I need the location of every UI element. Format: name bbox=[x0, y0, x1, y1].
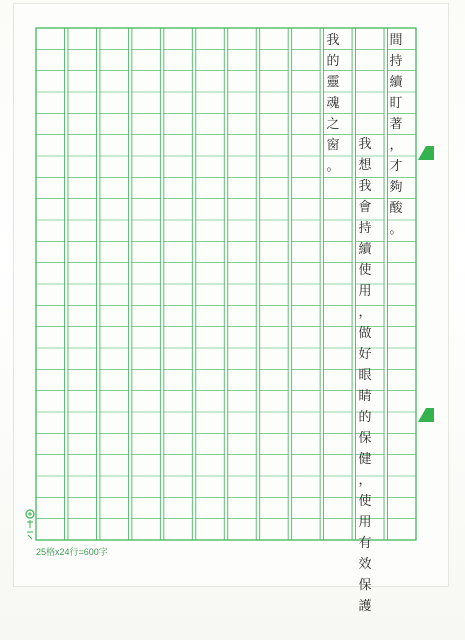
handwritten-character: 睛 bbox=[358, 389, 372, 404]
handwritten-character: 。 bbox=[326, 159, 340, 174]
page-tab-upper bbox=[418, 146, 434, 160]
handwritten-character: 之 bbox=[326, 117, 340, 132]
handwritten-character: 魂 bbox=[326, 96, 340, 111]
handwritten-character: 用 bbox=[358, 284, 372, 299]
handwritten-character: 續 bbox=[358, 242, 372, 257]
handwritten-character: 護 bbox=[358, 599, 372, 614]
handwritten-character: 有 bbox=[358, 536, 372, 551]
handwritten-character: 做 bbox=[358, 326, 372, 341]
handwritten-character: 效 bbox=[358, 557, 372, 572]
handwritten-character: 續 bbox=[389, 75, 403, 90]
handwritten-character: 夠 bbox=[389, 180, 403, 195]
text-column-3 bbox=[318, 30, 348, 177]
handwritten-character: 我 bbox=[358, 137, 372, 152]
paper-format-label: 25格x24行=600字 bbox=[36, 547, 108, 557]
handwritten-character: 窗 bbox=[326, 138, 340, 153]
publisher-logo-icon bbox=[24, 508, 36, 544]
handwritten-character: 的 bbox=[326, 54, 340, 69]
handwritten-character: 使 bbox=[358, 494, 372, 509]
handwritten-character: 靈 bbox=[326, 75, 340, 90]
handwritten-character: ， bbox=[358, 473, 372, 488]
handwritten-character: 我 bbox=[358, 179, 372, 194]
page-tab-lower bbox=[418, 408, 434, 422]
handwritten-character: 使 bbox=[358, 263, 372, 278]
handwritten-character: 用 bbox=[358, 515, 372, 530]
handwritten-character: 。 bbox=[389, 222, 403, 237]
handwritten-character: 想 bbox=[358, 158, 372, 173]
handwritten-character: 我 bbox=[326, 33, 340, 48]
handwritten-character: 持 bbox=[389, 54, 403, 69]
handwritten-character: 著 bbox=[389, 117, 403, 132]
handwritten-character: 才 bbox=[389, 159, 403, 174]
handwritten-character: ， bbox=[389, 138, 403, 153]
handwritten-character: 酸 bbox=[389, 201, 403, 216]
handwritten-character: 健 bbox=[358, 452, 372, 467]
handwritten-character: 會 bbox=[358, 200, 372, 215]
text-column-2 bbox=[350, 134, 380, 617]
handwritten-character: 持 bbox=[358, 221, 372, 236]
handwritten-character: 保 bbox=[358, 431, 372, 446]
handwritten-character: 間 bbox=[389, 33, 403, 48]
handwritten-character: 的 bbox=[358, 410, 372, 425]
handwritten-character: ， bbox=[358, 305, 372, 320]
text-column-1 bbox=[381, 30, 411, 240]
handwritten-character: 盯 bbox=[389, 96, 403, 111]
handwritten-character: 保 bbox=[358, 578, 372, 593]
handwritten-character: 眼 bbox=[358, 368, 372, 383]
handwritten-character: 好 bbox=[358, 347, 372, 362]
